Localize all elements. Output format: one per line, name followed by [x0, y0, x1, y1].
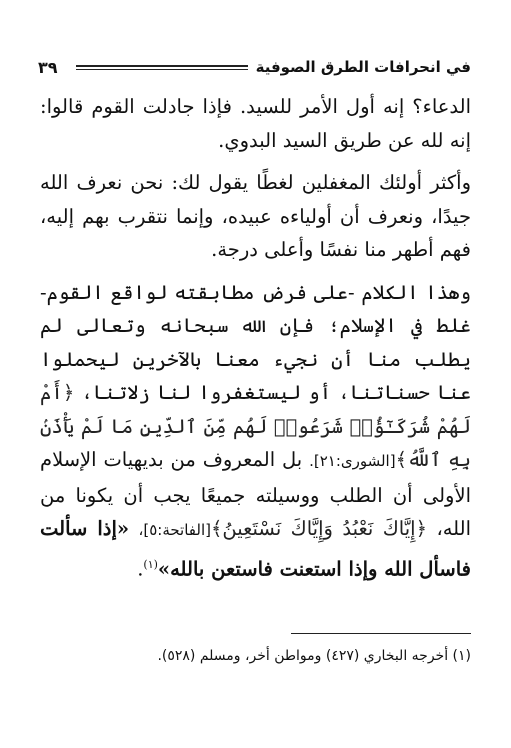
paragraph-1: الدعاء؟ إنه أول الأمر للسيد. فإذا جادلت القوم قالوا: إنه لله عن طريق السيد البدوي.	[40, 95, 471, 152]
hadith-quote: «إذا سألت فاسأل الله وإذا استعنت فاستعن بالله»	[40, 517, 471, 580]
footnote: (١) أخرجه البخاري (٤٢٧) ومواطن أخر، ومسلم (٥٢٨).	[157, 648, 471, 664]
paragraph-3-text-b: بل المعروف من بديهيات الإسلام الأولى أن الطلب ووسيلته جميعًا يجب أن يكونا من الله،	[40, 448, 472, 540]
body-text	[40, 90, 471, 595]
citation-shura: [الشورى:٢١].	[309, 452, 396, 470]
footnote-rule	[291, 633, 471, 634]
running-head	[38, 54, 471, 80]
paragraph-2: وأكثر أولئك المغفلين لغطًا يقول لك: نحن نعرف الله جيدًا، ونعرف أن أولياءه عبيده، وإنما نتقرب بهم إليه، فهم أطهر منا نفسًا وأعلى درجة.	[40, 171, 471, 261]
paragraph-3-text-a: وهذا الكلام -على فرض مطابقته لواقع القوم- غلط في الإسلام؛ فإن الله سبحانه وتعالى لم يطلب منا أن نجيء معنا بالآخرين ليحملوا عنا حسناتنا، أو ليستغفروا لنا زلاتنا،	[40, 280, 471, 404]
book-title: في انحرافات الطرق الصوفية	[255, 58, 471, 76]
quran-verse-fatiha: ﴿إِيَّاكَ نَعْبُدُ وَإِيَّاكَ نَسْتَعِينُ﴾	[210, 517, 428, 540]
header-rule	[76, 65, 248, 70]
citation-fatiha: [الفاتحة:٥]،	[138, 521, 211, 539]
footnote-marker: (١)	[143, 557, 158, 571]
paragraph-3: وهذا الكلام -على فرض مطابقته لواقع القوم- غلط في الإسلام؛ فإن الله سبحانه وتعالى لم يطلب منا أن نجيء معنا بالآخرين ليحملوا عنا حسناتنا، أو ليستغفروا لنا زلاتنا، ﴿أَمْ لَهُمْ شُرَكَـٰٓؤُا۟ شَرَعُوا۟ لَهُم مِّنَ ٱلدِّينِ مَا لَمْ يَأْذَنۢ بِهِ ٱللَّهُ﴾[الشورى:٢١]. بل المعروف من بديهيات الإسلام الأولى أن الطلب ووسيلته جميعًا يجب أن يكونا من الله، ﴿إِيَّاكَ نَعْبُدُ وَإِيَّاكَ نَسْتَعِينُ﴾[الفاتحة:٥]، «إذا سألت فاسأل الله وإذا استعنت فاستعن بالله»$^{(١)}$.	[40, 280, 472, 580]
page-number: ٣٩	[38, 57, 58, 77]
quran-verse-shura: ﴿أَمْ لَهُمْ شُرَكَـٰٓؤُا۟ شَرَعُوا۟ لَهُم مِّنَ ٱلدِّينِ مَا لَمْ يَأْذَنۢ بِهِ ٱللَّهُ﴾	[40, 381, 471, 471]
